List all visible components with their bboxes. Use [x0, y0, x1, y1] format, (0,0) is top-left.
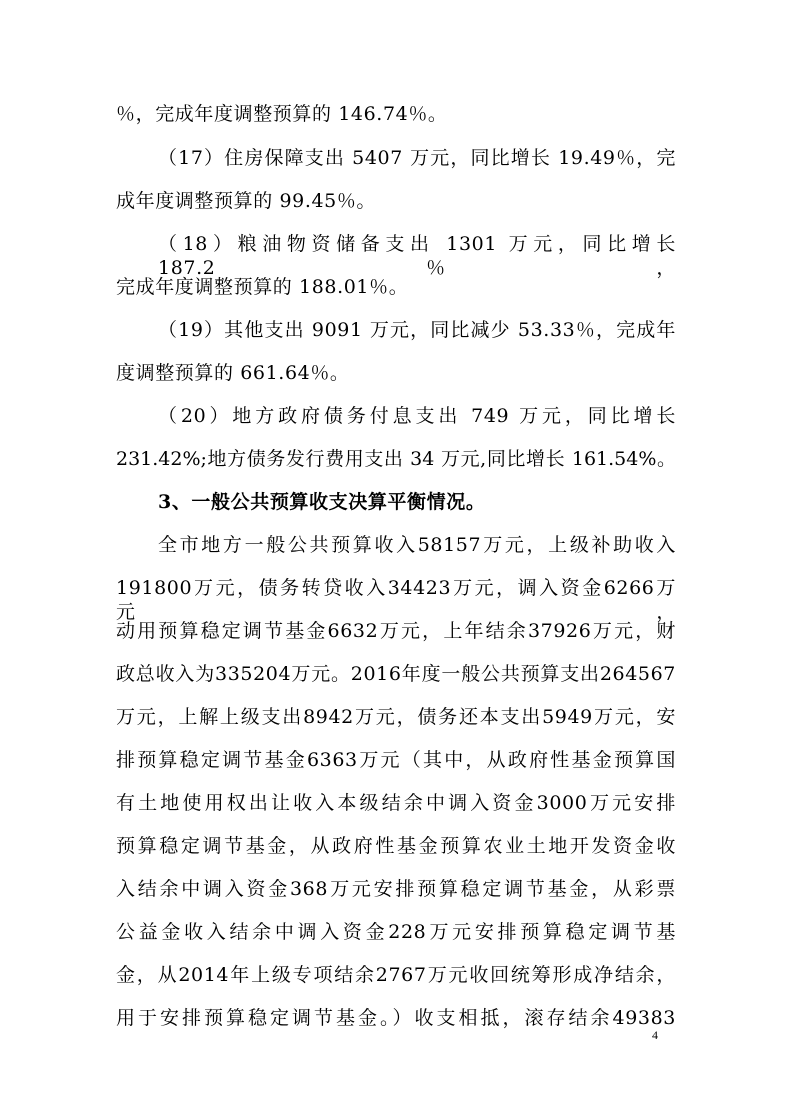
- text-line: 成年度调整预算的 99.45％。: [116, 190, 377, 212]
- text-line: （19）其他支出 9091 万元，同比减少 53.33％，完成年: [158, 319, 676, 341]
- text-line: 全市地方一般公共预算收入58157万元，上级补助收入: [158, 534, 676, 556]
- text-line: 用于安排预算稳定调节基金。）收支相抵，滚存结余49383: [116, 1007, 676, 1029]
- text-line: 231.42%;地方债务发行费用支出 34 万元,同比增长 161.54%。: [116, 448, 676, 470]
- text-line: 有土地使用权出让收入本级结余中调入资金3000万元安排: [116, 792, 676, 814]
- text-line: 排预算稳定调节基金6363万元（其中，从政府性基金预算国: [116, 749, 676, 771]
- text-line: 政总收入为335204万元。2016年度一般公共预算支出264567: [116, 663, 676, 685]
- text-line: 公益金收入结余中调入资金228万元安排预算稳定调节基: [116, 921, 676, 943]
- text-line: 万元，上解上级支出8942万元，债务还本支出5949万元，安: [116, 706, 676, 728]
- section-heading: 3、一般公共预算收支决算平衡情况。: [158, 491, 486, 513]
- text-line: （20）地方政府债务付息支出 749 万元，同比增长: [158, 405, 676, 427]
- text-line: 度调整预算的 661.64％。: [116, 362, 350, 384]
- text-line: 金，从2014年上级专项结余2767万元收回统筹形成净结余，: [116, 964, 676, 986]
- page-number: 4: [652, 1028, 658, 1042]
- text-line: （17）住房保障支出 5407 万元，同比增长 19.49％，完: [158, 147, 676, 169]
- text-line: 动用预算稳定调节基金6632万元，上年结余37926万元，财: [116, 620, 676, 642]
- text-line: 入结余中调入资金368万元安排预算稳定调节基金，从彩票: [116, 878, 676, 900]
- text-line: ％，完成年度调整预算的 146.74％。: [116, 103, 448, 125]
- text-line: 预算稳定调节基金，从政府性基金预算农业土地开发资金收: [116, 835, 676, 857]
- text-line: 完成年度调整预算的 188.01％。: [116, 276, 409, 298]
- text-line: （18）粮油物资储备支出 1301 万元，同比增长 187.2％，: [158, 233, 676, 279]
- text-line: 191800万元，债务转贷收入34423万元，调入资金6266万元，: [116, 577, 676, 623]
